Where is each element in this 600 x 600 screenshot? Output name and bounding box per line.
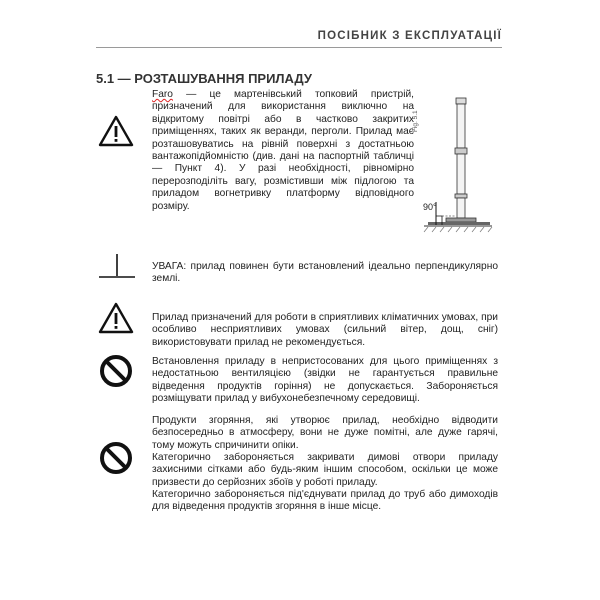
header-divider <box>96 47 502 48</box>
installation-figure <box>412 92 494 240</box>
brand-name: Faro <box>152 89 173 100</box>
caution-paragraph: УВАГА: прилад повинен бути встановлений ідеально перпендикулярно землі. <box>152 261 498 285</box>
manual-header-title: ПОСІБНИК З ЕКСПЛУАТАЦІЇ <box>317 30 502 42</box>
intro-paragraph <box>152 89 414 213</box>
warning-triangle-icon <box>98 115 134 152</box>
heater-drawing <box>418 92 494 240</box>
angle-label: 90° <box>423 202 437 212</box>
grilles-paragraph: Категорично забороняється закривати димові отвори приладу захисними сітками або будь-яким іншим способом, оскільки це може призвести до серйозних збоїв у роботі приладу. <box>152 452 498 488</box>
chimney-paragraph: Категорично забороняється під'єднувати прилад до труб або димоходів для відведення продуктів згоряння в інше місце. <box>152 489 498 513</box>
ventilation-paragraph: Встановлення приладу в непристосованих для цього приміщеннях з недостатньою вентиляцією (звідки не гарантується правильне відведення продуктів горіння) не допускається. Забороняється розміщувати прилад у вибухонебезпечному середовищі. <box>152 356 498 405</box>
combustion-paragraph: Продукти згоряння, які утворює прилад, необхідно відводити безпосередньо в атмосферу, вони не дуже помітні, але дуже гарячі, тому можуть спричинити опіки. <box>152 415 498 451</box>
climate-paragraph: Прилад призначений для роботи в сприятливих кліматичних умовах, при особливо несприятливих умовах (сильний вітер, дощ, сніг) використовувати прилад не рекомендується. <box>152 312 498 348</box>
figure-label: Fig. 5.1 <box>412 110 419 132</box>
perpendicular-icon <box>97 252 137 285</box>
prohibited-icon <box>99 354 133 393</box>
prohibited-icon <box>99 441 133 480</box>
intro-text: — це мартенівський топковий пристрій, призначений для використання виключно на відкритому повітрі або в частково закритих приміщеннях, таких як веранди, перголи. Прилад має розташовуватись на рівній поверхні з достатньою вантажопідйомністю (див. дані на паспортній табличці — Пункт 4). У разі необхідності, рівномірно перерозподіліть вагу, розмістивши між підлогою та приладом вогнетривку платформу відповідного розміру. <box>152 89 414 212</box>
section-title: 5.1 — РОЗТАШУВАННЯ ПРИЛАДУ <box>96 71 312 86</box>
warning-triangle-icon <box>98 302 134 339</box>
